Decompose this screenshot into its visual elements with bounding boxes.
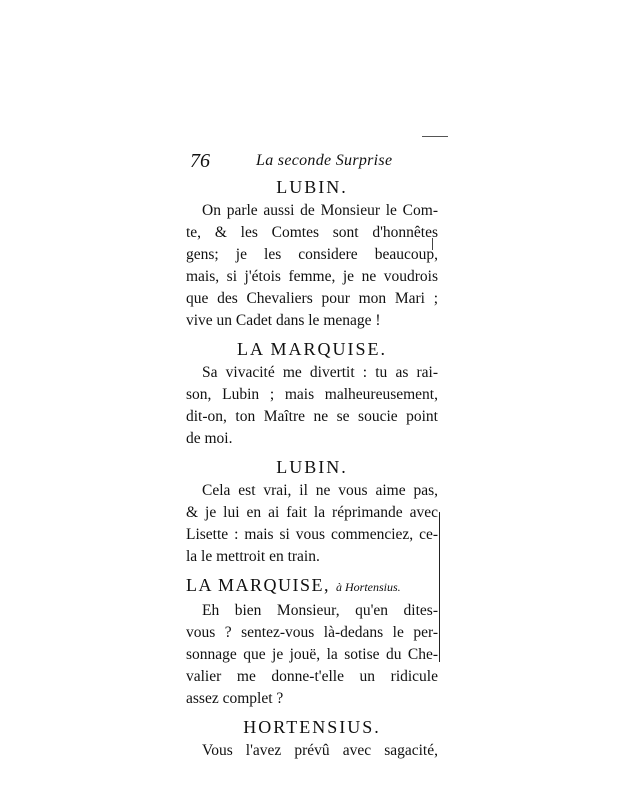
speech-line: Eh bien Monsieur, qu'en dites- [202,602,438,619]
speech [186,200,438,332]
speech-line: & je lui en ai fait la réprimande avec [186,504,438,521]
speaker-heading [186,336,438,362]
speech-line: dit-on, ton Maître ne se soucie point [186,408,438,425]
speech-line: gens; je les considere beaucoup, [186,246,438,263]
speech-line: de moi. [186,430,233,447]
running-head [190,150,460,174]
speech [186,740,438,762]
speech [186,362,438,450]
speech [186,480,438,568]
speech-line: Cela est vrai, il ne vous aime pas, [202,482,438,499]
speech-line: Lisette : mais si vous commenciez, ce- [186,526,438,543]
page-number: 76 [190,150,210,172]
speaker-name: LA MARQUISE, [186,575,331,595]
speech [186,600,438,710]
speaker-heading [186,714,438,740]
speaker-heading [186,572,438,600]
speech-line: vive un Cadet dans le menage ! [186,312,381,329]
play-text [186,174,438,766]
speech-line: On parle aussi de Monsieur le Com- [202,202,438,219]
speech-line: la le mettroit en train. [186,548,320,565]
top-margin-mark [422,136,448,137]
speaker-name: LUBIN. [276,177,348,197]
running-title: La seconde Surprise [256,152,393,169]
speech-line: vous ? sentez-vous là-dedans le per- [186,624,438,641]
speech-line: valier me donne-t'elle un ridicule [186,668,438,685]
speech-line: Vous l'avez prévû avec sagacité, [202,742,438,759]
speaker-name: LA MARQUISE. [236,339,387,359]
speaker-heading [186,454,438,480]
speaker-heading [186,174,438,200]
speech-line: mais, si j'étois femme, je ne voudrois [186,268,438,285]
stage-direction: à Hortensius. [336,580,401,594]
speech-line: son, Lubin ; mais malheureusement, [186,386,438,403]
speech-line: que des Chevaliers pour mon Mari ; [186,290,438,307]
speech-line: sonnage que je jouë, la sotise du Che- [186,646,438,663]
speaker-name: HORTENSIUS. [243,717,381,737]
speech-line: te, & les Comtes sont d'honnêtes [186,224,438,241]
speech-line: assez complet ? [186,690,284,707]
margin-rule [439,512,440,662]
speech-line: Sa vivacité me divertit : tu as rai- [202,364,438,381]
speaker-name: LUBIN. [276,457,348,477]
